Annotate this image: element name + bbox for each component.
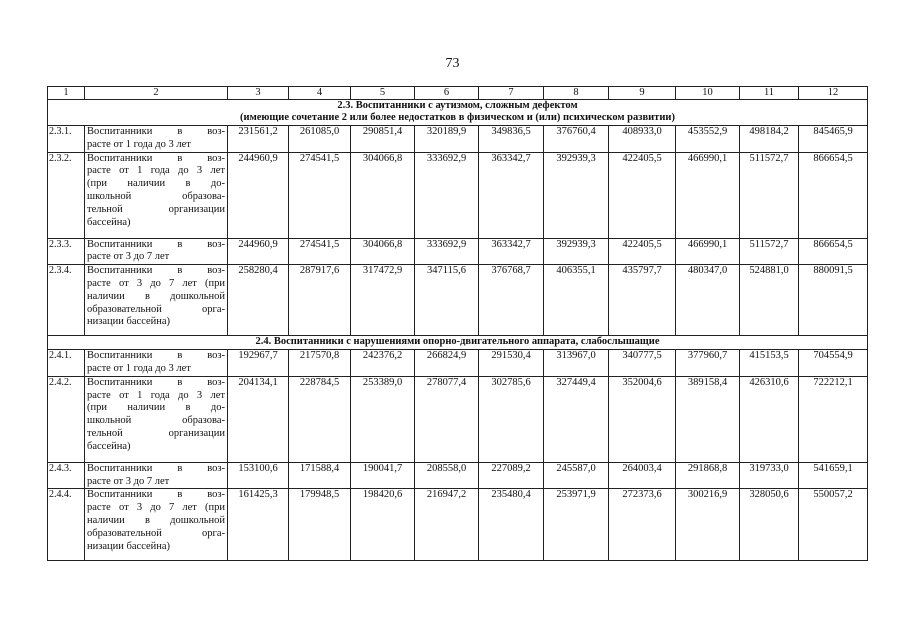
value-cell: 376768,7 <box>479 265 544 336</box>
row-name-line: расте от 1 года до 3 лет <box>87 138 191 150</box>
value-cell: 453552,9 <box>676 126 740 153</box>
value-cell: 866654,5 <box>799 152 868 238</box>
value-cell: 231561,2 <box>228 126 289 153</box>
value-cell: 704554,9 <box>799 350 868 377</box>
row-name-line: Воспитанники в воз- <box>87 462 225 474</box>
row-name <box>85 489 228 561</box>
row-name-line: расте от 1 года до 3 лет <box>87 389 225 401</box>
value-cell: 866654,5 <box>799 238 868 265</box>
value-cell: 235480,4 <box>479 489 544 561</box>
column-header: 11 <box>740 87 799 100</box>
value-cell: 198420,6 <box>351 489 415 561</box>
column-header: 10 <box>676 87 740 100</box>
row-name-line: школьной образова- <box>87 415 225 427</box>
row-code: 2.3.1. <box>48 126 85 153</box>
column-header: 4 <box>289 87 351 100</box>
column-header: 6 <box>415 87 479 100</box>
row-name-line: Воспитанники в воз- <box>87 152 225 164</box>
table-row <box>48 152 868 238</box>
table-row <box>48 238 868 265</box>
value-cell: 392939,3 <box>544 152 609 238</box>
row-name-line: Воспитанники в воз- <box>87 265 225 277</box>
value-cell: 291530,4 <box>479 350 544 377</box>
section-title-line: 2.4. Воспитанники с нарушениями опорно-двигательного аппарата, слабослышащие <box>255 336 660 348</box>
value-cell: 880091,5 <box>799 265 868 336</box>
row-name-line: расте от 1 года до 3 лет <box>87 362 191 374</box>
value-cell: 302785,6 <box>479 376 544 462</box>
value-cell: 217570,8 <box>289 350 351 377</box>
value-cell: 244960,9 <box>228 152 289 238</box>
value-cell: 192967,7 <box>228 350 289 377</box>
section-header-row <box>48 100 868 126</box>
row-name-line: (при наличии в до- <box>87 402 225 414</box>
value-cell: 204134,1 <box>228 376 289 462</box>
row-name-line: бассейна) <box>87 440 131 452</box>
value-cell: 352004,6 <box>609 376 676 462</box>
value-cell: 264003,4 <box>609 462 676 489</box>
column-header: 1 <box>48 87 85 100</box>
column-header: 2 <box>85 87 228 100</box>
row-code: 2.3.2. <box>48 152 85 238</box>
row-code: 2.4.4. <box>48 489 85 561</box>
value-cell: 287917,6 <box>289 265 351 336</box>
row-code: 2.3.3. <box>48 238 85 265</box>
section-title <box>48 100 868 126</box>
value-cell: 291868,8 <box>676 462 740 489</box>
row-name-line: бассейна) <box>87 216 131 228</box>
row-name <box>85 350 228 377</box>
value-cell: 290851,4 <box>351 126 415 153</box>
value-cell: 253389,0 <box>351 376 415 462</box>
row-code: 2.4.1. <box>48 350 85 377</box>
value-cell: 313967,0 <box>544 350 609 377</box>
value-cell: 466990,1 <box>676 238 740 265</box>
column-header-row <box>48 87 868 100</box>
value-cell: 511572,7 <box>740 238 799 265</box>
table-row <box>48 489 868 561</box>
value-cell: 208558,0 <box>415 462 479 489</box>
value-cell: 328050,6 <box>740 489 799 561</box>
column-header: 12 <box>799 87 868 100</box>
value-cell: 304066,8 <box>351 152 415 238</box>
value-cell: 261085,0 <box>289 126 351 153</box>
value-cell: 258280,4 <box>228 265 289 336</box>
value-cell: 161425,3 <box>228 489 289 561</box>
value-cell: 541659,1 <box>799 462 868 489</box>
row-name-line: (при наличии в до- <box>87 178 225 190</box>
row-code: 2.3.4. <box>48 265 85 336</box>
value-cell: 274541,5 <box>289 238 351 265</box>
value-cell: 340777,5 <box>609 350 676 377</box>
section-header-row <box>48 336 868 350</box>
value-cell: 377960,7 <box>676 350 740 377</box>
value-cell: 319733,0 <box>740 462 799 489</box>
value-cell: 245587,0 <box>544 462 609 489</box>
table-row <box>48 350 868 377</box>
column-header: 7 <box>479 87 544 100</box>
value-cell: 426310,6 <box>740 376 799 462</box>
row-name-line: расте от 3 до 7 лет (при <box>87 277 225 289</box>
row-name-line: Воспитанники в воз- <box>87 126 225 137</box>
value-cell: 480347,0 <box>676 265 740 336</box>
table-row <box>48 265 868 336</box>
value-cell: 550057,2 <box>799 489 868 561</box>
value-cell: 408933,0 <box>609 126 676 153</box>
value-cell: 722212,1 <box>799 376 868 462</box>
value-cell: 392939,3 <box>544 238 609 265</box>
row-name-line: тельной организации <box>87 203 225 215</box>
value-cell: 242376,2 <box>351 350 415 377</box>
row-name-line: школьной образова- <box>87 190 225 202</box>
table-row <box>48 376 868 462</box>
row-name-line: образовательной орга- <box>87 527 225 539</box>
value-cell: 349836,5 <box>479 126 544 153</box>
value-cell: 415153,5 <box>740 350 799 377</box>
value-cell: 389158,4 <box>676 376 740 462</box>
table-row <box>48 462 868 489</box>
column-header: 8 <box>544 87 609 100</box>
row-code: 2.4.3. <box>48 462 85 489</box>
value-cell: 422405,5 <box>609 238 676 265</box>
value-cell: 274541,5 <box>289 152 351 238</box>
row-name-line: образовательной орга- <box>87 303 225 315</box>
row-name-line: расте от 3 до 7 лет <box>87 475 170 487</box>
row-name-line: расте от 1 года до 3 лет <box>87 165 225 177</box>
row-name-line: Воспитанники в воз- <box>87 376 225 388</box>
value-cell: 435797,7 <box>609 265 676 336</box>
value-cell: 266824,9 <box>415 350 479 377</box>
value-cell: 511572,7 <box>740 152 799 238</box>
value-cell: 845465,9 <box>799 126 868 153</box>
section-title <box>48 336 868 350</box>
value-cell: 171588,4 <box>289 462 351 489</box>
value-cell: 244960,9 <box>228 238 289 265</box>
column-header: 5 <box>351 87 415 100</box>
value-cell: 320189,9 <box>415 126 479 153</box>
row-name-line: Воспитанники в воз- <box>87 489 225 501</box>
value-cell: 317472,9 <box>351 265 415 336</box>
tariff-table <box>47 86 868 561</box>
value-cell: 406355,1 <box>544 265 609 336</box>
value-cell: 153100,6 <box>228 462 289 489</box>
row-name-line: Воспитанники в воз- <box>87 238 225 250</box>
value-cell: 227089,2 <box>479 462 544 489</box>
row-name <box>85 265 228 336</box>
value-cell: 333692,9 <box>415 152 479 238</box>
page-number: 73 <box>445 56 460 71</box>
row-code: 2.4.2. <box>48 376 85 462</box>
value-cell: 524881,0 <box>740 265 799 336</box>
value-cell: 376760,4 <box>544 126 609 153</box>
value-cell: 253971,9 <box>544 489 609 561</box>
row-name-line: тельной организации <box>87 427 225 439</box>
column-header: 9 <box>609 87 676 100</box>
table-body <box>48 87 868 561</box>
value-cell: 498184,2 <box>740 126 799 153</box>
row-name <box>85 238 228 265</box>
value-cell: 216947,2 <box>415 489 479 561</box>
section-title-line: 2.3. Воспитанники с аутизмом, сложным дефектом <box>337 100 578 111</box>
value-cell: 333692,9 <box>415 238 479 265</box>
value-cell: 363342,7 <box>479 152 544 238</box>
table-row <box>48 126 868 153</box>
row-name-line: низации бассейна) <box>87 540 171 552</box>
section-title-line: (имеющие сочетание 2 или более недостатков в физическом и (или) психическом развитии) <box>240 112 675 123</box>
row-name-line: расте от 3 до 7 лет <box>87 251 170 263</box>
value-cell: 347115,6 <box>415 265 479 336</box>
value-cell: 278077,4 <box>415 376 479 462</box>
row-name-line: низации бассейна) <box>87 316 171 328</box>
row-name <box>85 462 228 489</box>
row-name-line: расте от 3 до 7 лет (при <box>87 502 225 514</box>
value-cell: 304066,8 <box>351 238 415 265</box>
value-cell: 422405,5 <box>609 152 676 238</box>
row-name <box>85 376 228 462</box>
row-name <box>85 152 228 238</box>
row-name-line: наличии в дошкольной <box>87 514 225 526</box>
value-cell: 228784,5 <box>289 376 351 462</box>
value-cell: 179948,5 <box>289 489 351 561</box>
value-cell: 363342,7 <box>479 238 544 265</box>
row-name-line: Воспитанники в воз- <box>87 350 225 362</box>
column-header: 3 <box>228 87 289 100</box>
row-name-line: наличии в дошкольной <box>87 290 225 302</box>
value-cell: 466990,1 <box>676 152 740 238</box>
row-name <box>85 126 228 153</box>
value-cell: 272373,6 <box>609 489 676 561</box>
value-cell: 300216,9 <box>676 489 740 561</box>
value-cell: 190041,7 <box>351 462 415 489</box>
value-cell: 327449,4 <box>544 376 609 462</box>
